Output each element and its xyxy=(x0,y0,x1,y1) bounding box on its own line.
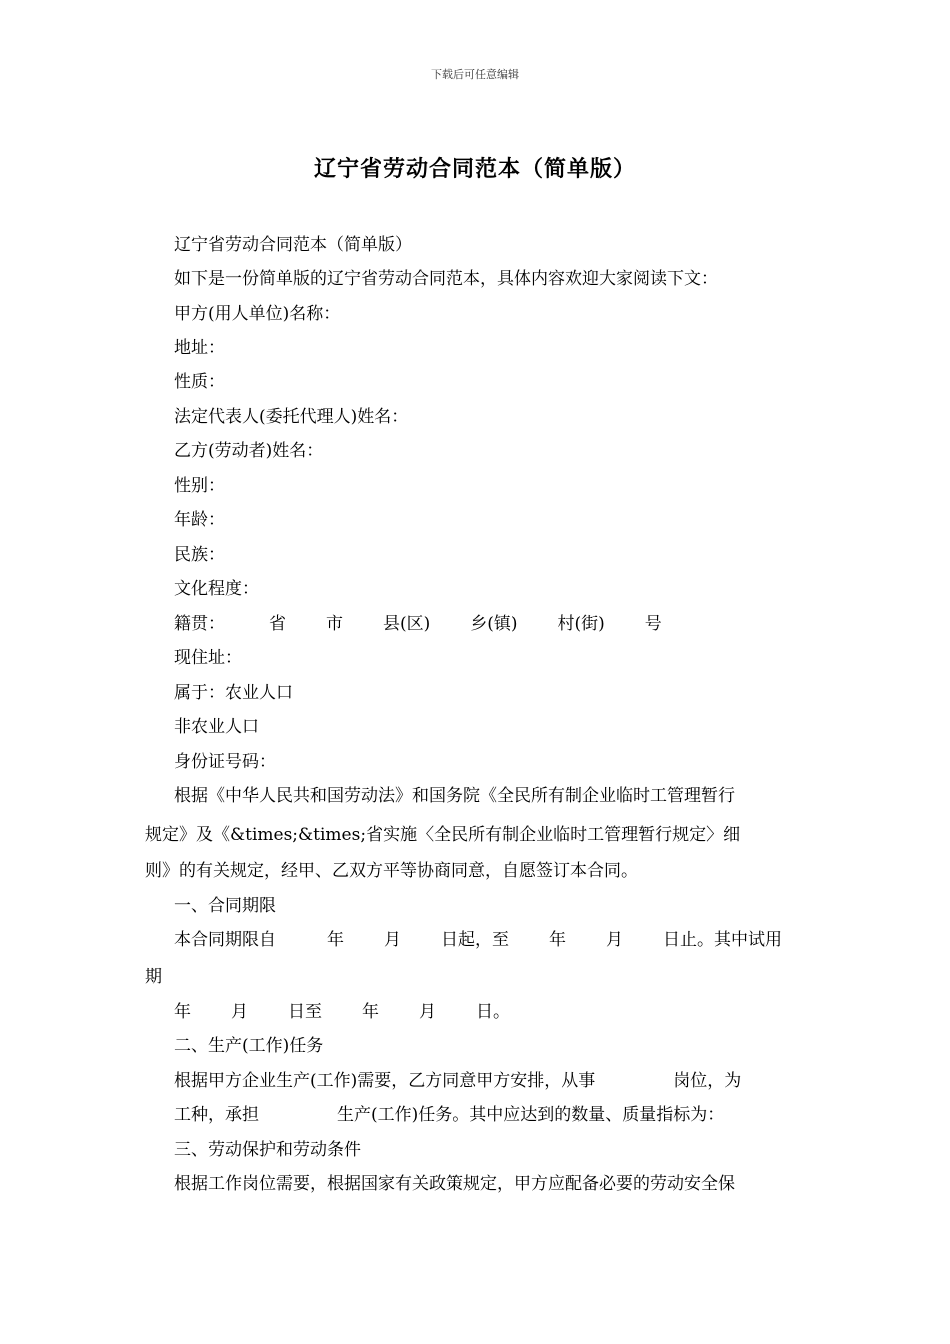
id-number-line: 身份证号码： xyxy=(174,752,276,772)
native-place-label: 籍贯： xyxy=(174,614,225,634)
non-agricultural-line: 非农业人口 xyxy=(174,717,259,737)
term-end-day-label: 日止。其中试用 xyxy=(663,930,782,950)
basis-paragraph-line-3: 则》的有关规定，经甲、乙双方平等协商同意，自愿签订本合同。 xyxy=(145,861,638,881)
nature-line: 性质： xyxy=(174,372,225,392)
education-line: 文化程度： xyxy=(174,579,259,599)
city-label: 市 xyxy=(326,614,343,634)
party-b-name-line: 乙方(劳动者)姓名： xyxy=(174,441,324,461)
term-month-label: 月 xyxy=(384,930,401,950)
age-line: 年龄： xyxy=(174,510,225,530)
term-to-label: 日起，至 xyxy=(441,930,509,950)
province-label: 省 xyxy=(269,614,286,634)
address-line: 地址： xyxy=(174,338,225,358)
section-3-heading: 三、劳动保护和劳动条件 xyxy=(174,1140,361,1160)
task-worktype-text: 工种，承担 xyxy=(174,1105,259,1125)
term-end-year-label: 年 xyxy=(549,930,566,950)
current-address-line: 现住址： xyxy=(174,648,242,668)
document-title: 辽宁省劳动合同范本（简单版） xyxy=(313,156,636,182)
basis-paragraph-line-2: 规定》及《&times;&times;省实施〈全民所有制企业临时工管理暂行规定〉细 xyxy=(145,825,741,845)
section-2-heading: 二、生产(工作)任务 xyxy=(174,1036,324,1056)
probation-end-month-label: 月 xyxy=(419,1002,436,1022)
county-label: 县(区) xyxy=(383,614,431,634)
basis-paragraph-line-1: 根据《中华人民共和国劳动法》和国务院《全民所有制企业临时工管理暂行 xyxy=(174,786,735,806)
party-a-name-line: 甲方(用人单位)名称： xyxy=(174,304,341,324)
task-position-text: 根据甲方企业生产(工作)需要，乙方同意甲方安排，从事 xyxy=(174,1071,596,1091)
village-label: 村(街) xyxy=(557,614,605,634)
ethnicity-line: 民族： xyxy=(174,545,225,565)
legal-rep-line: 法定代表人(委托代理人)姓名： xyxy=(174,407,409,427)
term-year-label: 年 xyxy=(327,930,344,950)
probation-period-line xyxy=(174,1002,510,1022)
number-label: 号 xyxy=(644,614,662,634)
task-line-2 xyxy=(174,1105,724,1125)
task-line-1 xyxy=(174,1071,741,1091)
probation-end-year-label: 年 xyxy=(362,1002,379,1022)
term-from-label: 本合同期限自 xyxy=(174,930,276,950)
protection-paragraph-line-1: 根据工作岗位需要，根据国家有关政策规定，甲方应配备必要的劳动安全保 xyxy=(174,1174,735,1194)
probation-month-label: 月 xyxy=(231,1002,248,1022)
task-position-suffix: 岗位，为 xyxy=(673,1071,742,1091)
probation-label-line: 期 xyxy=(145,967,162,987)
term-end-month-label: 月 xyxy=(606,930,623,950)
header-note: 下载后可任意编辑 xyxy=(431,68,519,81)
township-label: 乡(镇) xyxy=(470,614,518,634)
contract-term-line xyxy=(174,930,782,950)
household-type-line: 属于：农业人口 xyxy=(174,683,293,703)
intro-text-line: 如下是一份简单版的辽宁省劳动合同范本，具体内容欢迎大家阅读下文： xyxy=(174,269,718,289)
gender-line: 性别： xyxy=(174,476,225,496)
probation-to-label: 日至 xyxy=(288,1002,322,1022)
task-quality-text: 生产(工作)任务。其中应达到的数量、质量指标为： xyxy=(337,1105,725,1125)
probation-year-label: 年 xyxy=(174,1002,191,1022)
section-1-heading: 一、合同期限 xyxy=(174,896,276,916)
native-place-line xyxy=(174,614,662,634)
probation-end-day-label: 日。 xyxy=(476,1002,510,1022)
intro-title-line: 辽宁省劳动合同范本（简单版） xyxy=(174,235,412,255)
